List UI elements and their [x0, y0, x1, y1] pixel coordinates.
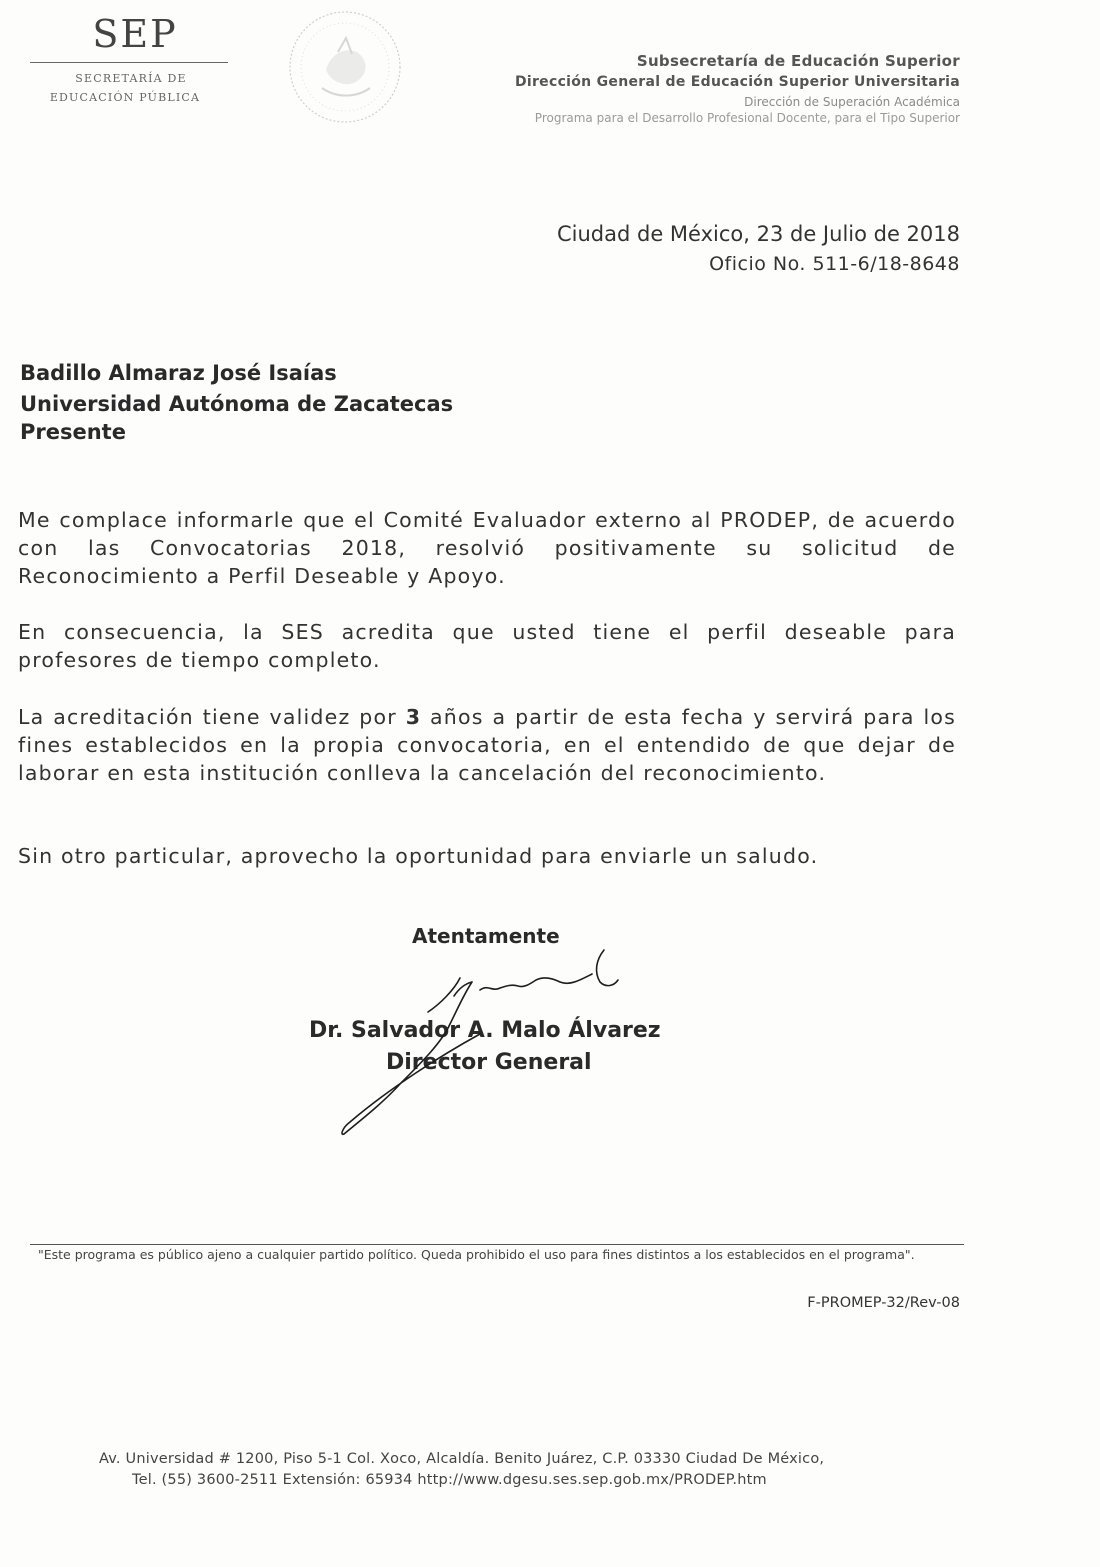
sep-logo: SEP [92, 12, 178, 56]
footer-disclaimer: "Este programa es público ajeno a cualquier partido político. Queda prohibido el uso para fines distintos a los establecidos en el programa". [38, 1247, 915, 1262]
handwritten-signature [330, 938, 630, 1138]
signer-name: Dr. Salvador A. Malo Álvarez [309, 1018, 661, 1043]
validity-text-after: años a partir de esta fecha y servirá para los fines establecidos en la propia convocatoria, en el entendido de que dejar de laborar en esta institución conlleva la cancelación del reconocimiento. [18, 705, 956, 785]
national-seal-icon [286, 8, 404, 126]
recipient-salutation: Presente [20, 420, 126, 444]
header-subsecretaria: Subsecretaría de Educación Superior [636, 52, 960, 70]
header-direccion-general: Dirección General de Educación Superior Universitaria [514, 74, 960, 90]
body-paragraph-4: Sin otro particular, aprovecho la oportunidad para enviarle un saludo. [18, 844, 819, 868]
address-line-1: Av. Universidad # 1200, Piso 5-1 Col. Xoco, Alcaldía. Benito Juárez, C.P. 03330 Ciudad De México, [99, 1451, 825, 1467]
regards: Atentamente [412, 924, 560, 948]
body-paragraph-2: En consecuencia, la SES acredita que usted tiene el perfil deseable para profesores de tiempo completo. [18, 620, 956, 672]
recipient-name: Badillo Almaraz José Isaías [20, 361, 337, 385]
header-programa: Programa para el Desarrollo Profesional Docente, para el Tipo Superior [534, 111, 960, 125]
logo-subtitle-1: SECRETARÍA DE [75, 72, 187, 85]
footer-divider [30, 1244, 964, 1245]
address-line-2: Tel. (55) 3600-2511 Extensión: 65934 http://www.dgesu.ses.sep.gob.mx/PRODEP.htm [132, 1472, 767, 1488]
form-code: F-PROMEP-32/Rev-08 [807, 1295, 960, 1311]
place-date: Ciudad de México, 23 de Julio de 2018 [557, 222, 960, 246]
signer-title: Director General [386, 1050, 592, 1075]
body-paragraph-1: Me complace informarle que el Comité Evaluador externo al PRODEP, de acuerdo con las Convocatorias 2018, resolvió positivamente su solicitud de Reconocimiento a Perfil Deseable y Apoyo. [18, 508, 956, 588]
logo-divider [30, 62, 228, 63]
body-paragraph-3 [18, 703, 956, 787]
logo-subtitle-2: EDUCACIÓN PÚBLICA [49, 91, 201, 104]
header-direccion: Dirección de Superación Académica [744, 95, 960, 109]
validity-text-before: La acreditación tiene validez por [18, 705, 406, 729]
recipient-institution: Universidad Autónoma de Zacatecas [20, 392, 454, 416]
validity-years: 3 [405, 705, 422, 729]
oficio-number: Oficio No. 511-6/18-8648 [709, 253, 960, 275]
